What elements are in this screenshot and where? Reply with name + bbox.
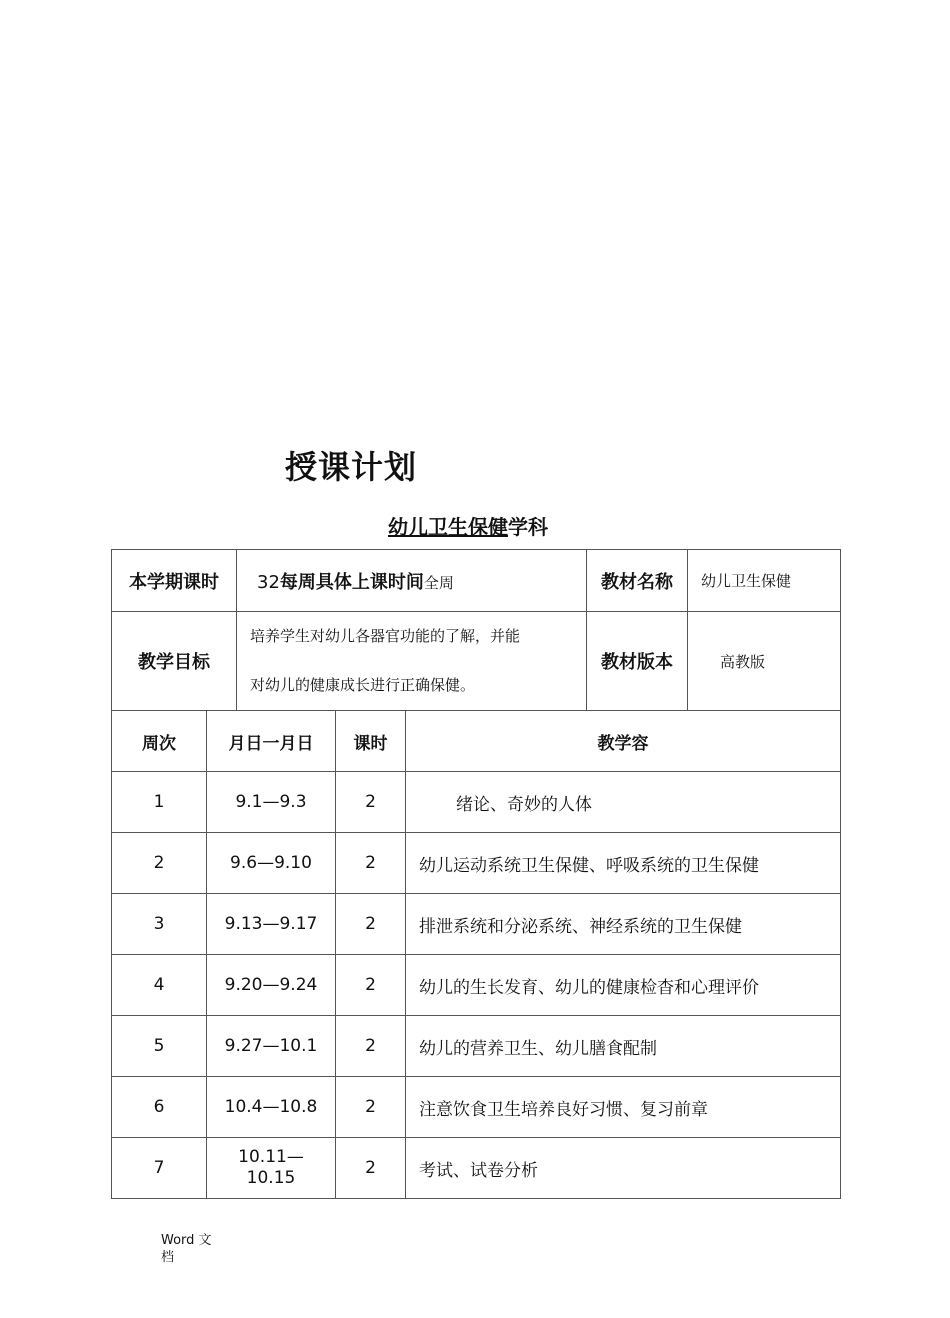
weekly-label: 每周具体上课时间 bbox=[279, 571, 424, 593]
hours-cell: 2 bbox=[336, 772, 406, 833]
content-cell: 绪论、奇妙的人体 bbox=[406, 772, 841, 833]
table-row bbox=[112, 894, 841, 955]
goal-line-1: 培养学生对幼儿各器官功能的了解，并能 bbox=[250, 627, 521, 645]
dates-cell: 10.4—10.8 bbox=[207, 1077, 336, 1138]
header-hours: 课时 bbox=[336, 711, 406, 772]
info-row-goal bbox=[112, 612, 841, 711]
hours-label: 本学期课时 bbox=[112, 550, 237, 612]
week-cell: 4 bbox=[112, 955, 207, 1016]
content-cell: 幼儿的生长发育、幼儿的健康检杳和心理评价 bbox=[406, 955, 841, 1016]
week-cell: 7 bbox=[112, 1138, 207, 1199]
textbook-name-value: 幼儿卫生保健 bbox=[688, 550, 841, 612]
goal-label: 教学目标 bbox=[112, 612, 237, 711]
page-footer bbox=[161, 1232, 212, 1266]
goal-text bbox=[237, 612, 587, 711]
table-row bbox=[112, 1016, 841, 1077]
dates-cell: 9.6—9.10 bbox=[207, 833, 336, 894]
table-row bbox=[112, 833, 841, 894]
table-row bbox=[112, 772, 841, 833]
dates-cell: 9.13—9.17 bbox=[207, 894, 336, 955]
schedule-table bbox=[111, 710, 841, 1199]
week-cell: 6 bbox=[112, 1077, 207, 1138]
schedule-header-row bbox=[112, 711, 841, 772]
header-content: 教学容 bbox=[406, 711, 841, 772]
weekly-value: 全周 bbox=[423, 573, 454, 592]
content-cell: 考试、试卷分析 bbox=[406, 1138, 841, 1199]
dates-cell: 9.20—9.24 bbox=[207, 955, 336, 1016]
week-cell: 2 bbox=[112, 833, 207, 894]
hours-value: 32 bbox=[257, 571, 280, 593]
week-cell: 1 bbox=[112, 772, 207, 833]
dates-line-2: 10.15 bbox=[246, 1168, 296, 1188]
dates-cell: 9.27—10.1 bbox=[207, 1016, 336, 1077]
content-cell: 注意饮食卫生培养良好习惯、复习前章 bbox=[406, 1077, 841, 1138]
hours-cell: 2 bbox=[336, 1138, 406, 1199]
edition-label: 教材版本 bbox=[587, 612, 688, 711]
hours-cell bbox=[237, 550, 587, 612]
footer-line-2: 档 bbox=[161, 1250, 175, 1265]
subject-name: 幼儿卫生保健 bbox=[388, 515, 508, 539]
hours-cell: 2 bbox=[336, 1077, 406, 1138]
footer-line-1: Word 文 bbox=[161, 1233, 212, 1248]
info-row-hours bbox=[112, 550, 841, 612]
table-row bbox=[112, 1077, 841, 1138]
dates-line-1: 10.11— bbox=[238, 1147, 304, 1167]
goal-line-2: 对幼儿的健康成长进行正确保健。 bbox=[250, 676, 476, 694]
page-title: 授课计划 bbox=[285, 448, 418, 486]
subject-suffix: 学科 bbox=[508, 515, 548, 539]
edition-value: 高教版 bbox=[688, 612, 841, 711]
course-info-table bbox=[111, 549, 841, 711]
table-row bbox=[112, 1138, 841, 1199]
hours-cell: 2 bbox=[336, 955, 406, 1016]
dates-cell: 9.1—9.3 bbox=[207, 772, 336, 833]
table-row bbox=[112, 955, 841, 1016]
header-dates: 月日一月日 bbox=[207, 711, 336, 772]
textbook-name-label: 教材名称 bbox=[587, 550, 688, 612]
header-week: 周次 bbox=[112, 711, 207, 772]
content-cell: 排泄系统和分泌系统、神经系统的卫生保健 bbox=[406, 894, 841, 955]
subject-title bbox=[388, 511, 548, 540]
content-cell: 幼儿的营养卫生、幼儿膳食配制 bbox=[406, 1016, 841, 1077]
hours-cell: 2 bbox=[336, 1016, 406, 1077]
hours-cell: 2 bbox=[336, 894, 406, 955]
dates-cell bbox=[207, 1138, 336, 1199]
content-cell: 幼儿运动系统卫生保健、呼吸系统的卫生保健 bbox=[406, 833, 841, 894]
week-cell: 5 bbox=[112, 1016, 207, 1077]
week-cell: 3 bbox=[112, 894, 207, 955]
hours-cell: 2 bbox=[336, 833, 406, 894]
